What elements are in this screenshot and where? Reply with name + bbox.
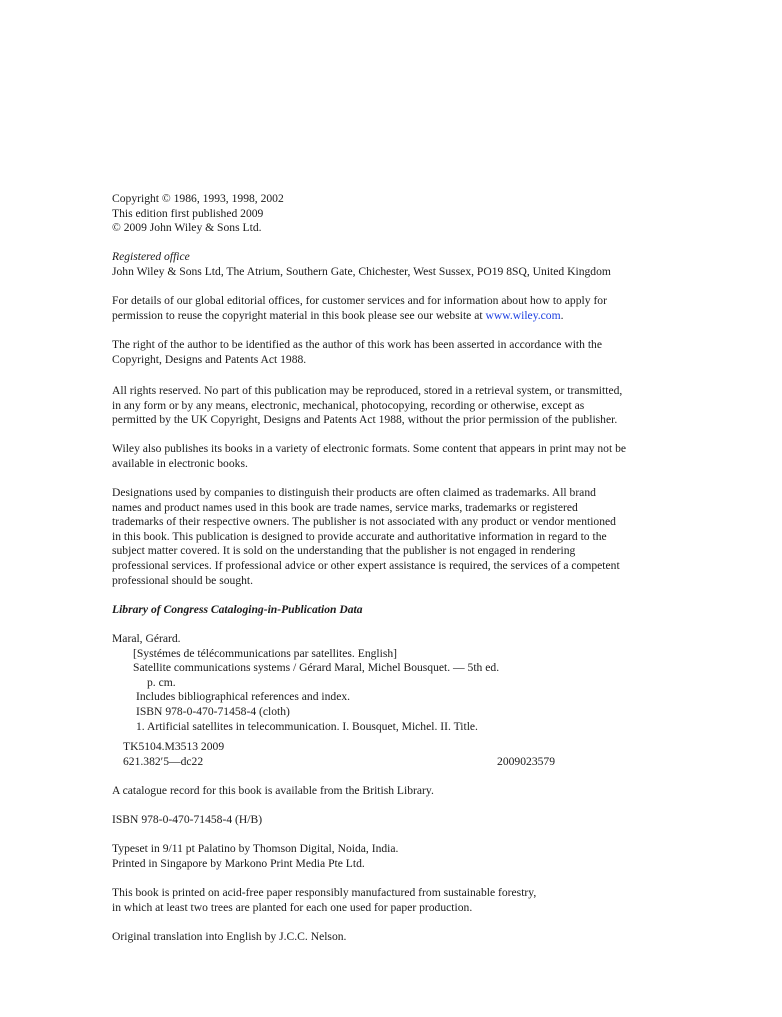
loc-call-number: TK5104.M3513 2009 [123,740,225,753]
rights-line-1: All rights reserved. No part of this publication may be reproduced, stored in a retrieval system, or transmitted, [112,384,623,397]
trademarks-line-1: Designations used by companies to distinguish their products are often claimed as trademarks. All brand [112,486,596,499]
british-library-note: A catalogue record for this book is available from the British Library. [112,784,434,797]
loc-subjects: 1. Artificial satellites in telecommunication. I. Bousquet, Michel. II. Title. [136,719,478,733]
loc-classification [112,740,672,769]
edition-note: This edition first published 2009 [112,206,264,220]
typeset-note: Typeset in 9/11 pt Palatino by Thomson Digital, Noida, India. [112,842,399,855]
copyright-holder: © 2009 John Wiley & Sons Ltd. [112,221,262,235]
details-line-2-text: permission to reuse the copyright material in this book please see our website at [112,308,486,322]
rights-line-3: permitted by the UK Copyright, Designs and Patents Act 1988, without the prior permission of the publisher. [112,413,618,427]
loc-notes: Includes bibliographical references and index. [136,690,351,704]
translation-block [112,930,672,945]
author-right-block [112,338,672,367]
loc-lccn: 2009023579 [497,754,555,768]
loc-heading-block [112,603,672,618]
trademarks-line-7: professional should be sought. [112,573,254,587]
loc-dewey: 621.382′5—dc22 [123,754,204,768]
details-line-1: For details of our global editorial offices, for customer services and for information about how to apply for [112,294,607,307]
registered-office-address: John Wiley & Sons Ltd, The Atrium, Southern Gate, Chichester, West Sussex, PO19 8SQ, United Kingdom [112,264,611,278]
paper-line-1: This book is printed on acid-free paper responsibly manufactured from sustainable forestry, [112,886,537,899]
trademarks-line-5: subject matter covered. It is sold on the understanding that the publisher is not engaged in rendering [112,544,576,558]
details-line-2-end: . [560,308,564,322]
trademarks-line-3: trademarks of their respective owners. The publisher is not associated with any product or vendor mentioned [112,515,616,529]
trademarks-line-4: in this book. This publication is designed to provide accurate and authoritative information in regard to the [112,529,607,543]
trademarks-block [112,486,672,588]
loc-original-title: [Systémes de télécommunications par satellites. English] [133,646,398,660]
printed-note: Printed in Singapore by Markono Print Media Pte Ltd. [112,856,365,870]
loc-record [112,632,672,734]
copyright-years: Copyright © 1986, 1993, 1998, 2002 [112,192,284,205]
loc-pages: p. cm. [147,675,176,689]
wiley-website-link[interactable]: www.wiley.com [485,308,561,322]
isbn-hb: ISBN 978-0-470-71458-4 (H/B) [112,813,263,826]
details-block [112,294,672,323]
author-right-line-2: Copyright, Designs and Patents Act 1988. [112,352,307,366]
registered-office-block [112,250,672,279]
electronic-line-1: Wiley also publishes its books in a variety of electronic formats. Some content that appears in print may not be [112,442,627,455]
translation-note: Original translation into English by J.C.C. Nelson. [112,930,347,943]
copyright-block [112,192,672,236]
loc-isbn: ISBN 978-0-470-71458-4 (cloth) [136,704,290,718]
paper-line-2: in which at least two trees are planted for each one used for paper production. [112,900,473,914]
rights-line-2: in any form or by any means, electronic, mechanical, photocopying, recording or otherwise, except as [112,398,585,412]
electronic-line-2: available in electronic books. [112,456,248,470]
details-line-2 [112,309,672,324]
author-right-line-1: The right of the author to be identified as the author of this work has been asserted in accordance with the [112,338,602,351]
isbn-block [112,813,672,828]
paper-block [112,886,672,915]
trademarks-line-2: names and product names used in this book are trade names, service marks, trademarks or registered [112,500,578,514]
registered-office-heading: Registered office [112,250,190,263]
loc-heading: Library of Congress Cataloging-in-Publication Data [112,603,363,616]
loc-author: Maral, Gérard. [112,632,181,645]
rights-block [112,384,672,428]
electronic-formats-block [112,442,672,471]
british-library-block [112,784,672,799]
loc-title: Satellite communications systems / Gérard Maral, Michel Bousquet. — 5th ed. [133,661,500,675]
trademarks-line-6: professional services. If professional advice or other expert assistance is required, the services of a competent [112,558,620,572]
loc-dewey-row [112,755,555,770]
printing-block [112,842,672,871]
